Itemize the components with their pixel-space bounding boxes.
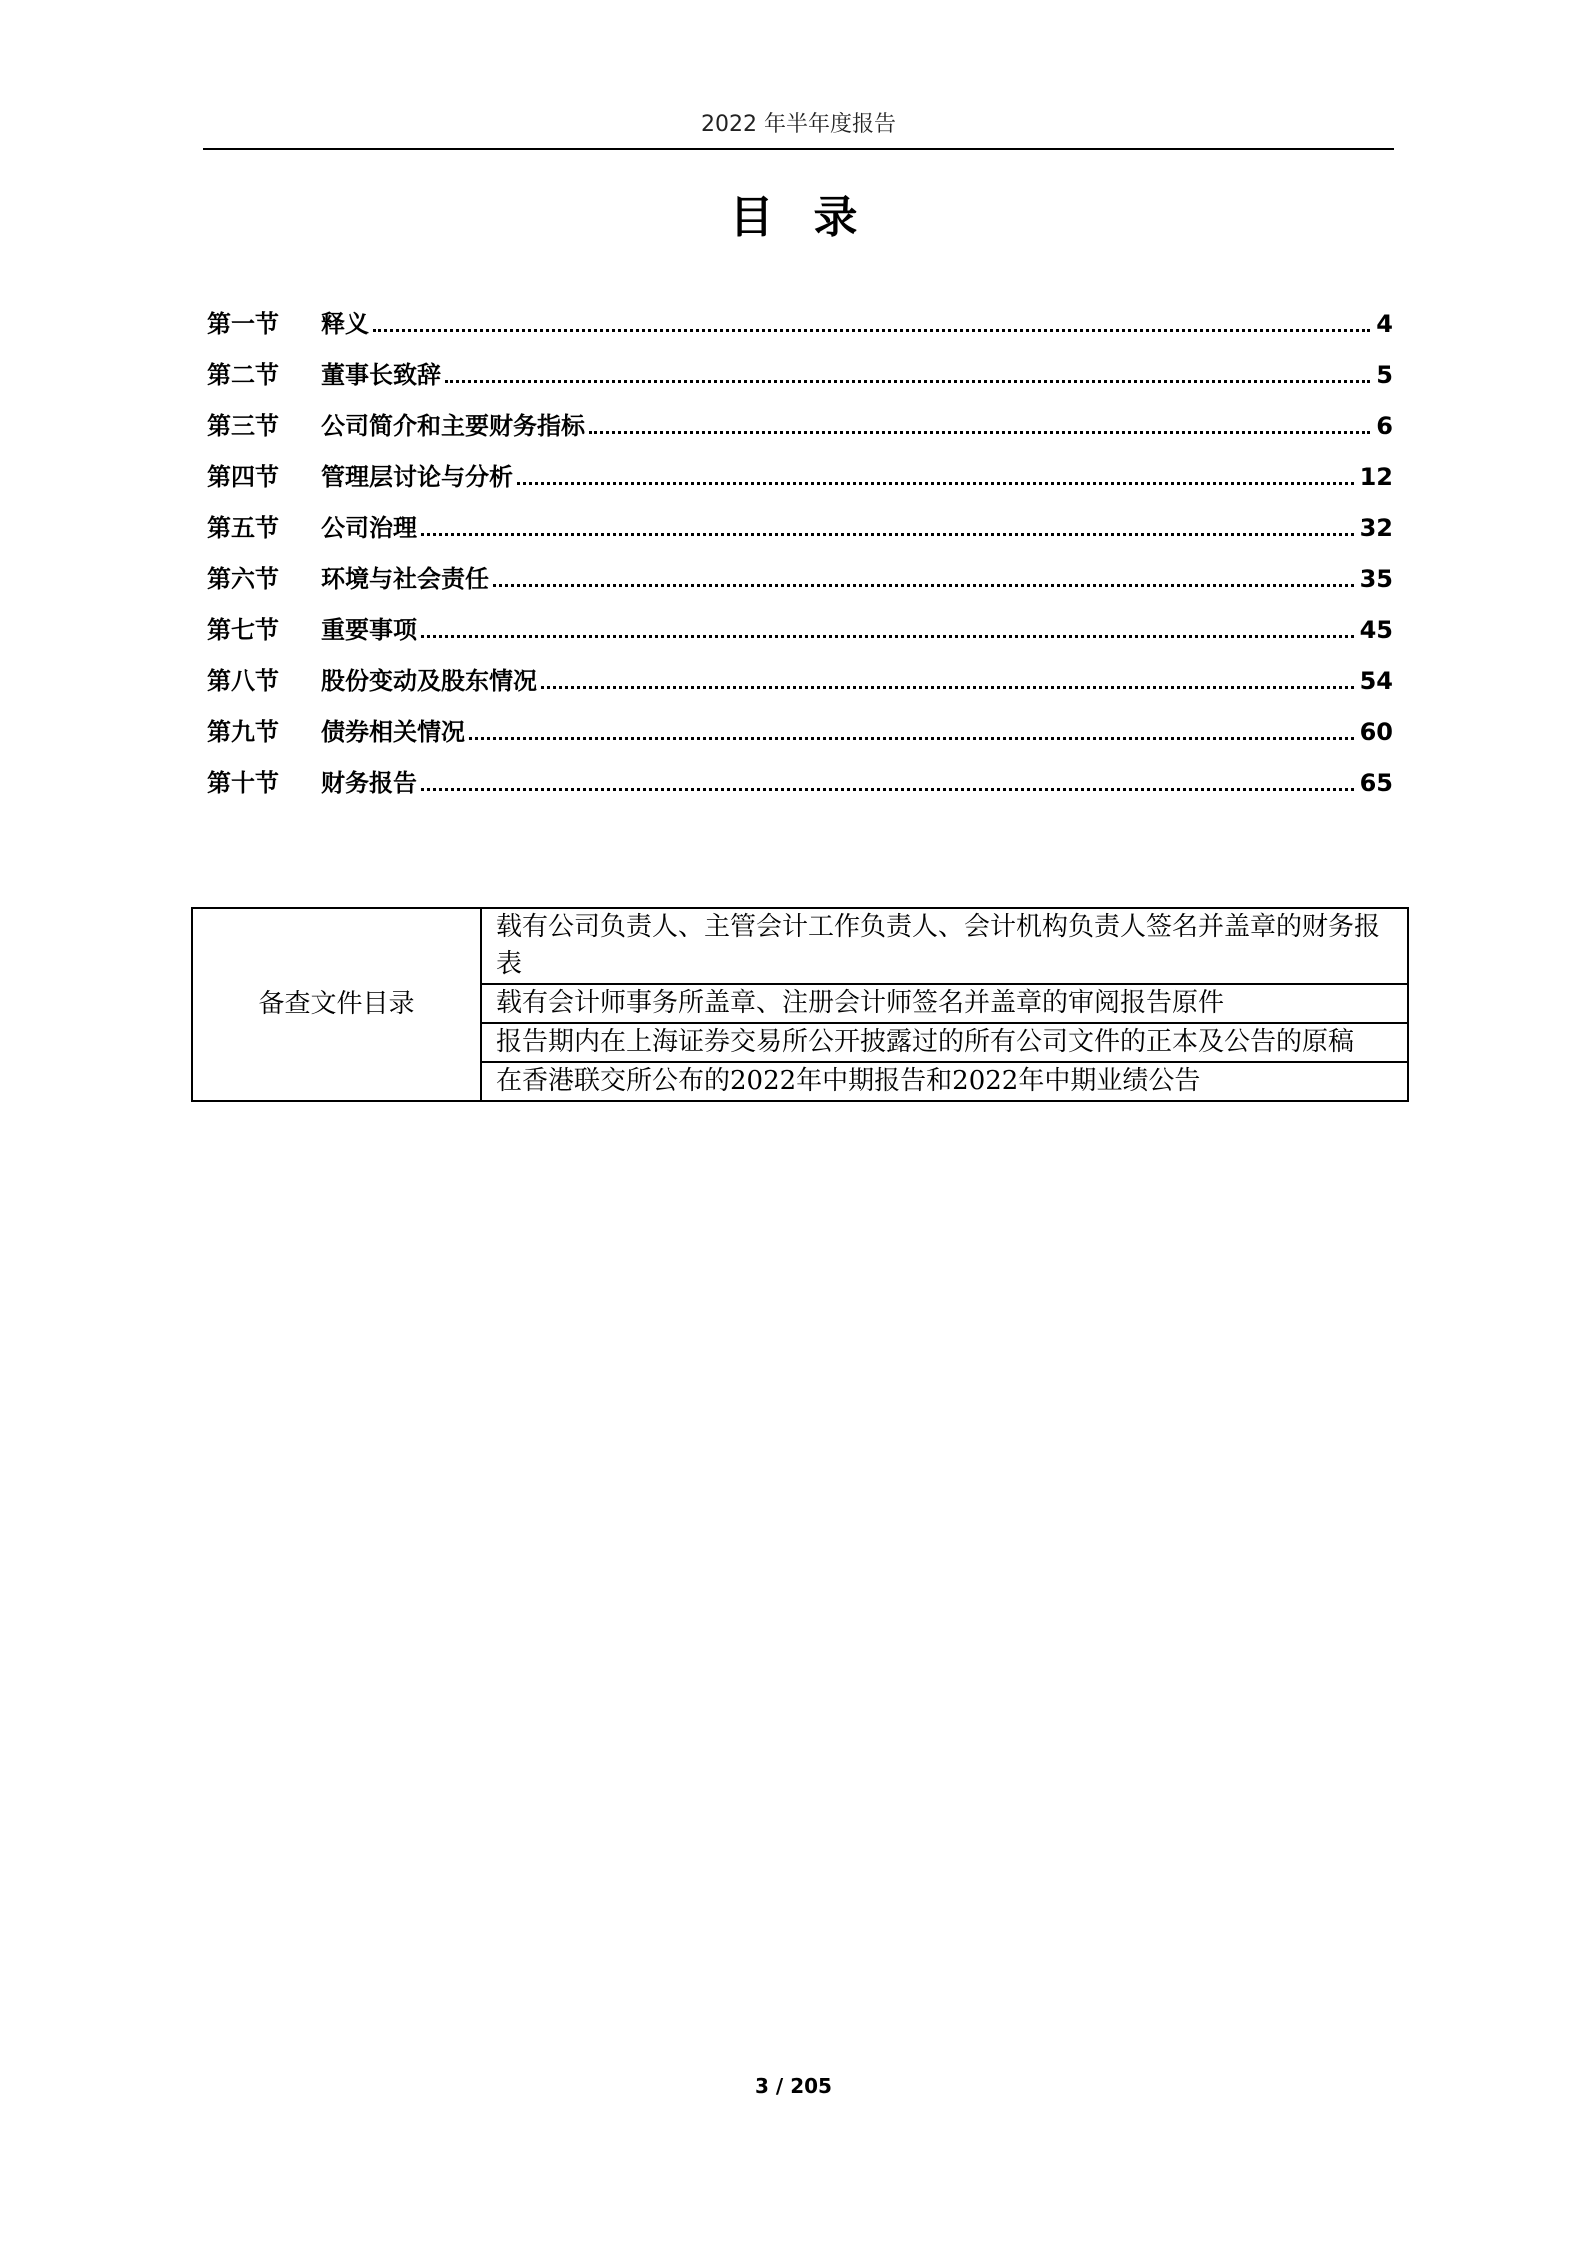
toc-chapter: 第三节 (207, 412, 279, 440)
toc-leader-dots (589, 431, 1370, 434)
reference-doc-item: 报告期内在上海证券交易所公开披露过的所有公司文件的正本及公告的原稿 (481, 1023, 1408, 1062)
reference-doc-item: 在香港联交所公布的2022年中期报告和2022年中期业绩公告 (481, 1062, 1408, 1101)
toc-title: 公司治理 (321, 514, 417, 542)
toc-title: 释义 (321, 310, 369, 338)
toc-leader-dots (517, 482, 1354, 485)
toc-entry[interactable] (207, 545, 1393, 596)
toc-chapter: 第九节 (207, 718, 279, 746)
toc-entry[interactable] (207, 494, 1393, 545)
table-of-contents (207, 290, 1393, 800)
toc-entry[interactable] (207, 443, 1393, 494)
toc-title: 环境与社会责任 (321, 565, 489, 593)
toc-title: 公司简介和主要财务指标 (321, 412, 585, 440)
reference-documents-table (191, 907, 1409, 1102)
toc-page-number: 12 (1359, 463, 1393, 491)
toc-page-number: 5 (1376, 361, 1393, 389)
page-header (203, 110, 1394, 150)
toc-leader-dots (469, 737, 1354, 740)
toc-leader-dots (445, 380, 1370, 383)
toc-title: 债券相关情况 (321, 718, 465, 746)
toc-entry[interactable] (207, 392, 1393, 443)
toc-chapter: 第二节 (207, 361, 279, 389)
toc-chapter: 第一节 (207, 310, 279, 338)
toc-page-number: 54 (1359, 667, 1393, 695)
page-footer (0, 2074, 1587, 2098)
reference-doc-item: 载有会计师事务所盖章、注册会计师签名并盖章的审阅报告原件 (481, 984, 1408, 1023)
reference-docs-label: 备查文件目录 (192, 908, 481, 1101)
toc-title: 财务报告 (321, 769, 417, 797)
toc-title: 董事长致辞 (321, 361, 441, 389)
toc-leader-dots (421, 788, 1354, 791)
toc-chapter: 第七节 (207, 616, 279, 644)
toc-entry[interactable] (207, 341, 1393, 392)
toc-title: 管理层讨论与分析 (321, 463, 513, 491)
toc-page-number: 35 (1359, 565, 1393, 593)
toc-page-number: 4 (1376, 310, 1393, 338)
toc-entry[interactable] (207, 290, 1393, 341)
page-title: 目录 (729, 192, 898, 243)
toc-leader-dots (493, 584, 1354, 587)
toc-page-number: 65 (1359, 769, 1393, 797)
toc-chapter: 第十节 (207, 769, 279, 797)
table-row (192, 908, 1408, 984)
toc-leader-dots (373, 329, 1370, 332)
toc-page-number: 45 (1359, 616, 1393, 644)
toc-entry[interactable] (207, 749, 1393, 800)
page-number-indicator: 3 / 205 (755, 2074, 832, 2098)
toc-entry[interactable] (207, 647, 1393, 698)
toc-leader-dots (541, 686, 1354, 689)
toc-chapter: 第四节 (207, 463, 279, 491)
toc-title: 重要事项 (321, 616, 417, 644)
toc-leader-dots (421, 533, 1354, 536)
toc-chapter: 第五节 (207, 514, 279, 542)
toc-entry[interactable] (207, 698, 1393, 749)
toc-page-number: 32 (1359, 514, 1393, 542)
header-text: 2022 年半年度报告 (701, 112, 896, 137)
toc-title: 股份变动及股东情况 (321, 667, 537, 695)
toc-page-number: 6 (1376, 412, 1393, 440)
toc-entry[interactable] (207, 596, 1393, 647)
toc-chapter: 第八节 (207, 667, 279, 695)
toc-chapter: 第六节 (207, 565, 279, 593)
toc-leader-dots (421, 635, 1354, 638)
toc-page-number: 60 (1359, 718, 1393, 746)
reference-doc-item: 载有公司负责人、主管会计工作负责人、会计机构负责人签名并盖章的财务报表 (481, 908, 1408, 984)
